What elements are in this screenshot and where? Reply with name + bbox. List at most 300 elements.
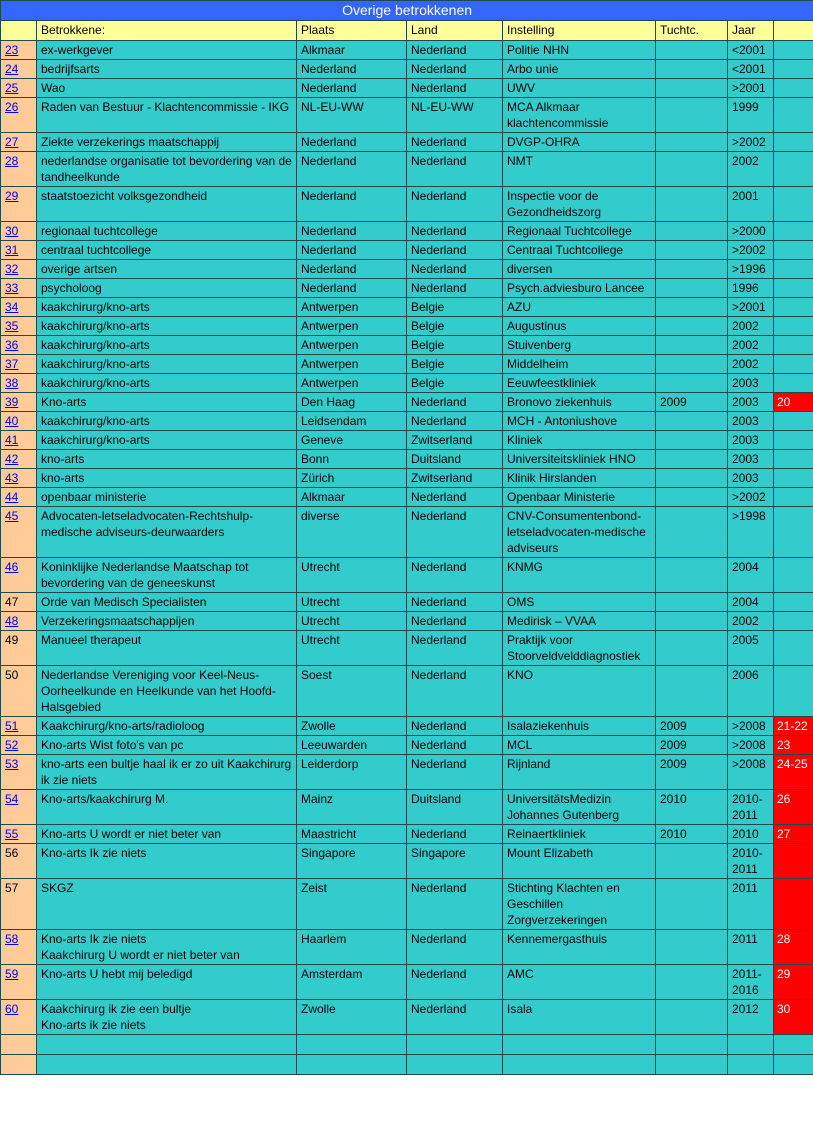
cell-jaar: >2008 xyxy=(728,755,774,790)
cell-instelling: Kliniek xyxy=(503,431,656,450)
cell-land: Nederland xyxy=(407,631,503,666)
cell-betrokkene: nederlandse organisatie tot bevordering van de tandheelkunde xyxy=(37,152,297,187)
row-number-cell xyxy=(1,133,37,152)
row-number-cell xyxy=(1,374,37,393)
cell-jaar: 2006 xyxy=(728,666,774,717)
cell-plaats: Antwerpen xyxy=(297,374,407,393)
reference-cell: 24-25 xyxy=(774,755,813,790)
cell-instelling: Stichting Klachten en Geschillen Zorgverzekeringen xyxy=(503,879,656,930)
empty-cell xyxy=(503,1055,656,1075)
row-number-cell xyxy=(1,431,37,450)
cell-instelling: Reinaertkliniek xyxy=(503,825,656,844)
cell-plaats: Antwerpen xyxy=(297,298,407,317)
cell-jaar: >2001 xyxy=(728,298,774,317)
table-row xyxy=(1,431,813,450)
cell-land: Nederland xyxy=(407,133,503,152)
cell-land: Nederland xyxy=(407,260,503,279)
table-row xyxy=(1,317,813,336)
cell-plaats: Nederland xyxy=(297,187,407,222)
row-number-cell xyxy=(1,41,37,60)
cell-betrokkene: Kaakchirurg/kno-arts/radioloog xyxy=(37,717,297,736)
row-number-link[interactable]: 52 xyxy=(5,738,19,752)
cell-instelling: Politie NHN xyxy=(503,41,656,60)
cell-land: Nederland xyxy=(407,558,503,593)
row-number-cell xyxy=(1,717,37,736)
table-row xyxy=(1,412,813,431)
cell-instelling: CNV-Consumentenbond-letseladvocaten-medische adviseurs xyxy=(503,507,656,558)
cell-instelling: OMS xyxy=(503,593,656,612)
row-number-link[interactable]: 23 xyxy=(5,43,19,57)
row-number-cell xyxy=(1,930,37,965)
table-row xyxy=(1,152,813,187)
row-number-link[interactable]: 34 xyxy=(5,300,19,314)
cell-land: Nederland xyxy=(407,825,503,844)
row-number-link[interactable]: 38 xyxy=(5,376,19,390)
cell-land: Nederland xyxy=(407,279,503,298)
cell-tuchtc xyxy=(656,666,728,717)
table-row xyxy=(1,469,813,488)
cell-instelling: Stuivenberg xyxy=(503,336,656,355)
reference-cell: 21-22 xyxy=(774,717,813,736)
cell-plaats: Antwerpen xyxy=(297,336,407,355)
table-row xyxy=(1,631,813,666)
empty-cell xyxy=(1,1055,37,1075)
table-row xyxy=(1,879,813,930)
row-number-link[interactable]: 29 xyxy=(5,189,19,203)
cell-plaats: Amsterdam xyxy=(297,965,407,1000)
cell-betrokkene: SKGZ xyxy=(37,879,297,930)
cell-betrokkene: Raden van Bestuur - Klachtencommissie - IKG xyxy=(37,98,297,133)
cell-betrokkene: kaakchirurg/kno-arts xyxy=(37,431,297,450)
cell-betrokkene: Kno-arts Wist foto's van pc xyxy=(37,736,297,755)
empty-row xyxy=(1,1035,813,1055)
cell-land: Nederland xyxy=(407,930,503,965)
row-number-cell xyxy=(1,469,37,488)
reference-cell xyxy=(774,279,813,298)
table-row xyxy=(1,98,813,133)
cell-land: Nederland xyxy=(407,393,503,412)
reference-cell xyxy=(774,879,813,930)
cell-instelling: UniversitätsMedizin Johannes Gutenberg xyxy=(503,790,656,825)
cell-betrokkene: Manueel therapeut xyxy=(37,631,297,666)
cell-jaar: >2008 xyxy=(728,717,774,736)
cell-jaar: >1998 xyxy=(728,507,774,558)
row-number-link[interactable]: 46 xyxy=(5,560,19,574)
table-row xyxy=(1,393,813,412)
cell-instelling: Medirisk – VVAA xyxy=(503,612,656,631)
cell-instelling: UWV xyxy=(503,79,656,98)
cell-land: Nederland xyxy=(407,736,503,755)
cell-tuchtc xyxy=(656,374,728,393)
cell-instelling: MCH - Antoniushove xyxy=(503,412,656,431)
cell-plaats: Soest xyxy=(297,666,407,717)
cell-land: Nederland xyxy=(407,612,503,631)
cell-tuchtc xyxy=(656,241,728,260)
cell-plaats: Bonn xyxy=(297,450,407,469)
row-number-cell xyxy=(1,260,37,279)
row-number-cell xyxy=(1,612,37,631)
cell-betrokkene: bedrijfsarts xyxy=(37,60,297,79)
row-number-link[interactable]: 54 xyxy=(5,792,19,806)
cell-betrokkene: kno-arts een bultje haal ik er zo uit Kaakchirurg ik zie niets xyxy=(37,755,297,790)
cell-land: Belgie xyxy=(407,355,503,374)
row-number-link[interactable]: 55 xyxy=(5,827,19,841)
cell-land: Belgie xyxy=(407,374,503,393)
cell-instelling: Eeuwfeestkliniek xyxy=(503,374,656,393)
empty-cell xyxy=(656,1055,728,1075)
header-row xyxy=(1,21,813,41)
cell-jaar: 2003 xyxy=(728,431,774,450)
cell-plaats: Alkmaar xyxy=(297,488,407,507)
reference-cell xyxy=(774,79,813,98)
row-number-link[interactable]: 43 xyxy=(5,471,19,485)
cell-jaar: 2002 xyxy=(728,317,774,336)
cell-betrokkene: Kno-arts Ik zie niets Kaakchirurg U wordt er niet beter van xyxy=(37,930,297,965)
cell-plaats: Zeist xyxy=(297,879,407,930)
cell-instelling: Rijnland xyxy=(503,755,656,790)
table-row xyxy=(1,612,813,631)
reference-cell: 23 xyxy=(774,736,813,755)
cell-tuchtc xyxy=(656,133,728,152)
cell-land: Nederland xyxy=(407,507,503,558)
row-number-cell: 49 xyxy=(1,631,37,666)
cell-instelling: Klinik Hirslanden xyxy=(503,469,656,488)
reference-cell xyxy=(774,666,813,717)
header-cell-tuchtc: Tuchtc. xyxy=(656,21,728,41)
row-number-link[interactable]: 37 xyxy=(5,357,19,371)
row-number-cell xyxy=(1,558,37,593)
cell-instelling: Isalaziekenhuis xyxy=(503,717,656,736)
row-number-cell xyxy=(1,450,37,469)
row-number-cell xyxy=(1,355,37,374)
cell-jaar: 2011 xyxy=(728,930,774,965)
empty-cell xyxy=(1,1035,37,1055)
reference-cell xyxy=(774,374,813,393)
row-number-link[interactable]: 45 xyxy=(5,509,19,523)
table-row xyxy=(1,187,813,222)
cell-tuchtc xyxy=(656,79,728,98)
cell-tuchtc xyxy=(656,593,728,612)
cell-jaar: 2010-2011 xyxy=(728,844,774,879)
empty-cell xyxy=(656,1035,728,1055)
cell-betrokkene: kaakchirurg/kno-arts xyxy=(37,412,297,431)
cell-jaar: 2003 xyxy=(728,450,774,469)
cell-jaar: <2001 xyxy=(728,60,774,79)
reference-cell xyxy=(774,98,813,133)
cell-land: Nederland xyxy=(407,222,503,241)
row-number-link[interactable]: 25 xyxy=(5,81,19,95)
cell-jaar: 2012 xyxy=(728,1000,774,1035)
table-row xyxy=(1,558,813,593)
cell-land: Nederland xyxy=(407,488,503,507)
cell-betrokkene: regionaal tuchtcollege xyxy=(37,222,297,241)
cell-betrokkene: ex-werkgever xyxy=(37,41,297,60)
cell-instelling: Centraal Tuchtcollege xyxy=(503,241,656,260)
row-number-link[interactable]: 44 xyxy=(5,490,19,504)
cell-betrokkene: Koninklijke Nederlandse Maatschap tot bevordering van de geneeskunst xyxy=(37,558,297,593)
row-number-link[interactable]: 26 xyxy=(5,100,19,114)
cell-jaar: 2010-2011 xyxy=(728,790,774,825)
row-number-cell xyxy=(1,755,37,790)
table-row xyxy=(1,755,813,790)
cell-tuchtc xyxy=(656,879,728,930)
cell-jaar: 2003 xyxy=(728,412,774,431)
empty-cell xyxy=(728,1055,774,1075)
cell-jaar: 1999 xyxy=(728,98,774,133)
cell-jaar: >1996 xyxy=(728,260,774,279)
reference-cell xyxy=(774,222,813,241)
table-row xyxy=(1,60,813,79)
reference-cell xyxy=(774,631,813,666)
reference-cell: 30 xyxy=(774,1000,813,1035)
cell-instelling: MCA Alkmaar klachtencommissie xyxy=(503,98,656,133)
reference-cell xyxy=(774,469,813,488)
reference-cell xyxy=(774,507,813,558)
cell-betrokkene: Kno-arts/kaakchirurg M. xyxy=(37,790,297,825)
cell-tuchtc xyxy=(656,317,728,336)
reference-cell xyxy=(774,593,813,612)
cell-jaar: 2003 xyxy=(728,393,774,412)
row-number-link[interactable]: 60 xyxy=(5,1002,19,1016)
cell-betrokkene: overige artsen xyxy=(37,260,297,279)
cell-plaats: Nederland xyxy=(297,152,407,187)
cell-tuchtc: 2009 xyxy=(656,393,728,412)
table-row xyxy=(1,666,813,717)
cell-land: Duitsland xyxy=(407,450,503,469)
cell-betrokkene: staatstoezicht volksgezondheid xyxy=(37,187,297,222)
cell-instelling: Middelheim xyxy=(503,355,656,374)
row-number-cell xyxy=(1,222,37,241)
row-number-link[interactable]: 41 xyxy=(5,433,19,447)
cell-plaats: Singapore xyxy=(297,844,407,879)
header-cell-plaats: Plaats xyxy=(297,21,407,41)
header-cell-instelling: Instelling xyxy=(503,21,656,41)
row-number-link[interactable]: 27 xyxy=(5,135,19,149)
cell-land: Zwitserland xyxy=(407,469,503,488)
cell-plaats: Zwolle xyxy=(297,1000,407,1035)
row-number-cell xyxy=(1,825,37,844)
reference-cell: 29 xyxy=(774,965,813,1000)
table-row xyxy=(1,355,813,374)
table-row xyxy=(1,41,813,60)
cell-tuchtc xyxy=(656,222,728,241)
cell-betrokkene: Kaakchirurg ik zie een bultje Kno-arts ik zie niets xyxy=(37,1000,297,1035)
table-row xyxy=(1,222,813,241)
cell-jaar: 2002 xyxy=(728,355,774,374)
cell-instelling: Regionaal Tuchtcollege xyxy=(503,222,656,241)
row-number-cell xyxy=(1,298,37,317)
cell-tuchtc xyxy=(656,298,728,317)
row-number-link[interactable]: 35 xyxy=(5,319,19,333)
cell-tuchtc xyxy=(656,469,728,488)
cell-plaats: diverse xyxy=(297,507,407,558)
table-row xyxy=(1,79,813,98)
row-number-link[interactable]: 39 xyxy=(5,395,19,409)
cell-plaats: Nederland xyxy=(297,222,407,241)
table-row xyxy=(1,336,813,355)
empty-cell xyxy=(503,1035,656,1055)
cell-land: Nederland xyxy=(407,79,503,98)
empty-cell xyxy=(774,1055,813,1075)
header-cell-betrokkene: Betrokkene: xyxy=(37,21,297,41)
row-number-cell xyxy=(1,790,37,825)
row-number-link[interactable]: 30 xyxy=(5,224,19,238)
empty-cell xyxy=(774,1035,813,1055)
cell-betrokkene: kaakchirurg/kno-arts xyxy=(37,374,297,393)
table-row xyxy=(1,717,813,736)
cell-tuchtc xyxy=(656,431,728,450)
cell-jaar: >2008 xyxy=(728,736,774,755)
cell-plaats: Leidsendam xyxy=(297,412,407,431)
row-number-cell xyxy=(1,1000,37,1035)
row-number-link[interactable]: 59 xyxy=(5,967,19,981)
cell-land: Nederland xyxy=(407,717,503,736)
cell-land: Nederland xyxy=(407,412,503,431)
cell-jaar: 2004 xyxy=(728,593,774,612)
row-number-cell xyxy=(1,279,37,298)
cell-land: Nederland xyxy=(407,879,503,930)
cell-instelling: Isala xyxy=(503,1000,656,1035)
table-row xyxy=(1,965,813,1000)
empty-cell xyxy=(37,1055,297,1075)
row-number-cell: 47 xyxy=(1,593,37,612)
cell-jaar: 2003 xyxy=(728,469,774,488)
header-cell-land: Land xyxy=(407,21,503,41)
cell-instelling: Psych.adviesburo Lancee xyxy=(503,279,656,298)
row-number-cell xyxy=(1,60,37,79)
cell-jaar: >2002 xyxy=(728,241,774,260)
cell-instelling: NMT xyxy=(503,152,656,187)
row-number-cell xyxy=(1,152,37,187)
empty-cell xyxy=(407,1035,503,1055)
cell-land: Nederland xyxy=(407,241,503,260)
cell-tuchtc xyxy=(656,507,728,558)
cell-jaar: 2002 xyxy=(728,336,774,355)
table-row xyxy=(1,260,813,279)
cell-land: Belgie xyxy=(407,317,503,336)
cell-jaar: 2005 xyxy=(728,631,774,666)
cell-land: Nederland xyxy=(407,965,503,1000)
cell-instelling: DVGP-OHRA xyxy=(503,133,656,152)
row-number-cell xyxy=(1,507,37,558)
cell-plaats: Nederland xyxy=(297,241,407,260)
cell-jaar: 2001 xyxy=(728,187,774,222)
cell-land: Nederland xyxy=(407,187,503,222)
reference-cell xyxy=(774,612,813,631)
cell-tuchtc xyxy=(656,260,728,279)
row-number-link[interactable]: 32 xyxy=(5,262,19,276)
cell-instelling: Praktijk voor Stoorveldvelddiagnostiek xyxy=(503,631,656,666)
cell-betrokkene: kaakchirurg/kno-arts xyxy=(37,355,297,374)
cell-land: Nederland xyxy=(407,152,503,187)
cell-tuchtc: 2009 xyxy=(656,717,728,736)
cell-instelling: Augustinus xyxy=(503,317,656,336)
table-row xyxy=(1,736,813,755)
reference-cell xyxy=(774,450,813,469)
cell-instelling: Inspectie voor de Gezondheidszorg xyxy=(503,187,656,222)
header-cell-ref xyxy=(774,21,813,41)
cell-betrokkene: kaakchirurg/kno-arts xyxy=(37,298,297,317)
cell-plaats: Leeuwarden xyxy=(297,736,407,755)
title-row xyxy=(1,1,813,21)
cell-land: Zwitserland xyxy=(407,431,503,450)
cell-plaats: Nederland xyxy=(297,260,407,279)
row-number-cell xyxy=(1,79,37,98)
row-number-cell xyxy=(1,736,37,755)
row-number-link[interactable]: 51 xyxy=(5,719,19,733)
cell-land: Nederland xyxy=(407,60,503,79)
cell-plaats: Nederland xyxy=(297,60,407,79)
row-number-cell xyxy=(1,98,37,133)
table-row xyxy=(1,450,813,469)
cell-plaats: Mainz xyxy=(297,790,407,825)
cell-instelling: AMC xyxy=(503,965,656,1000)
cell-tuchtc xyxy=(656,41,728,60)
cell-tuchtc xyxy=(656,412,728,431)
row-number-link[interactable]: 58 xyxy=(5,932,19,946)
cell-plaats: Nederland xyxy=(297,279,407,298)
reference-cell xyxy=(774,488,813,507)
empty-cell xyxy=(728,1035,774,1055)
cell-instelling: Mount Elizabeth xyxy=(503,844,656,879)
cell-instelling: Kennemergasthuis xyxy=(503,930,656,965)
cell-betrokkene: Kno-arts U wordt er niet beter van xyxy=(37,825,297,844)
cell-plaats: Den Haag xyxy=(297,393,407,412)
row-number-link[interactable]: 53 xyxy=(5,757,19,771)
row-number-link[interactable]: 42 xyxy=(5,452,19,466)
cell-jaar: 2004 xyxy=(728,558,774,593)
table-row xyxy=(1,825,813,844)
cell-betrokkene: Kno-arts Ik zie niets xyxy=(37,844,297,879)
row-number-link[interactable]: 33 xyxy=(5,281,19,295)
cell-tuchtc xyxy=(656,279,728,298)
cell-betrokkene: kaakchirurg/kno-arts xyxy=(37,317,297,336)
row-number-link[interactable]: 40 xyxy=(5,414,19,428)
cell-plaats: Utrecht xyxy=(297,558,407,593)
reference-cell xyxy=(774,152,813,187)
row-number-link[interactable]: 36 xyxy=(5,338,19,352)
cell-land: Singapore xyxy=(407,844,503,879)
cell-land: Nederland xyxy=(407,1000,503,1035)
cell-tuchtc: 2009 xyxy=(656,755,728,790)
cell-instelling: Openbaar Ministerie xyxy=(503,488,656,507)
cell-plaats: Utrecht xyxy=(297,612,407,631)
reference-cell xyxy=(774,412,813,431)
row-number-link[interactable]: 28 xyxy=(5,154,19,168)
row-number-link[interactable]: 48 xyxy=(5,614,19,628)
cell-betrokkene: Kno-arts xyxy=(37,393,297,412)
cell-betrokkene: Nederlandse Vereniging voor Keel-Neus-Oorheelkunde en Heelkunde van het Hoofd-Halsgebied xyxy=(37,666,297,717)
row-number-cell: 50 xyxy=(1,666,37,717)
row-number-cell xyxy=(1,965,37,1000)
cell-betrokkene: Kno-arts U hebt mij beledigd xyxy=(37,965,297,1000)
cell-betrokkene: Advocaten-letseladvocaten-Rechtshulp-medische adviseurs-deurwaarders xyxy=(37,507,297,558)
cell-plaats: Antwerpen xyxy=(297,317,407,336)
row-number-cell xyxy=(1,393,37,412)
cell-plaats: Haarlem xyxy=(297,930,407,965)
cell-tuchtc xyxy=(656,965,728,1000)
cell-betrokkene: kno-arts xyxy=(37,469,297,488)
cell-jaar: <2001 xyxy=(728,41,774,60)
row-number-link[interactable]: 24 xyxy=(5,62,19,76)
cell-land: Nederland xyxy=(407,593,503,612)
cell-tuchtc xyxy=(656,488,728,507)
empty-cell xyxy=(37,1035,297,1055)
cell-jaar: >2001 xyxy=(728,79,774,98)
row-number-link[interactable]: 31 xyxy=(5,243,19,257)
reference-cell xyxy=(774,260,813,279)
cell-plaats: Zwolle xyxy=(297,717,407,736)
